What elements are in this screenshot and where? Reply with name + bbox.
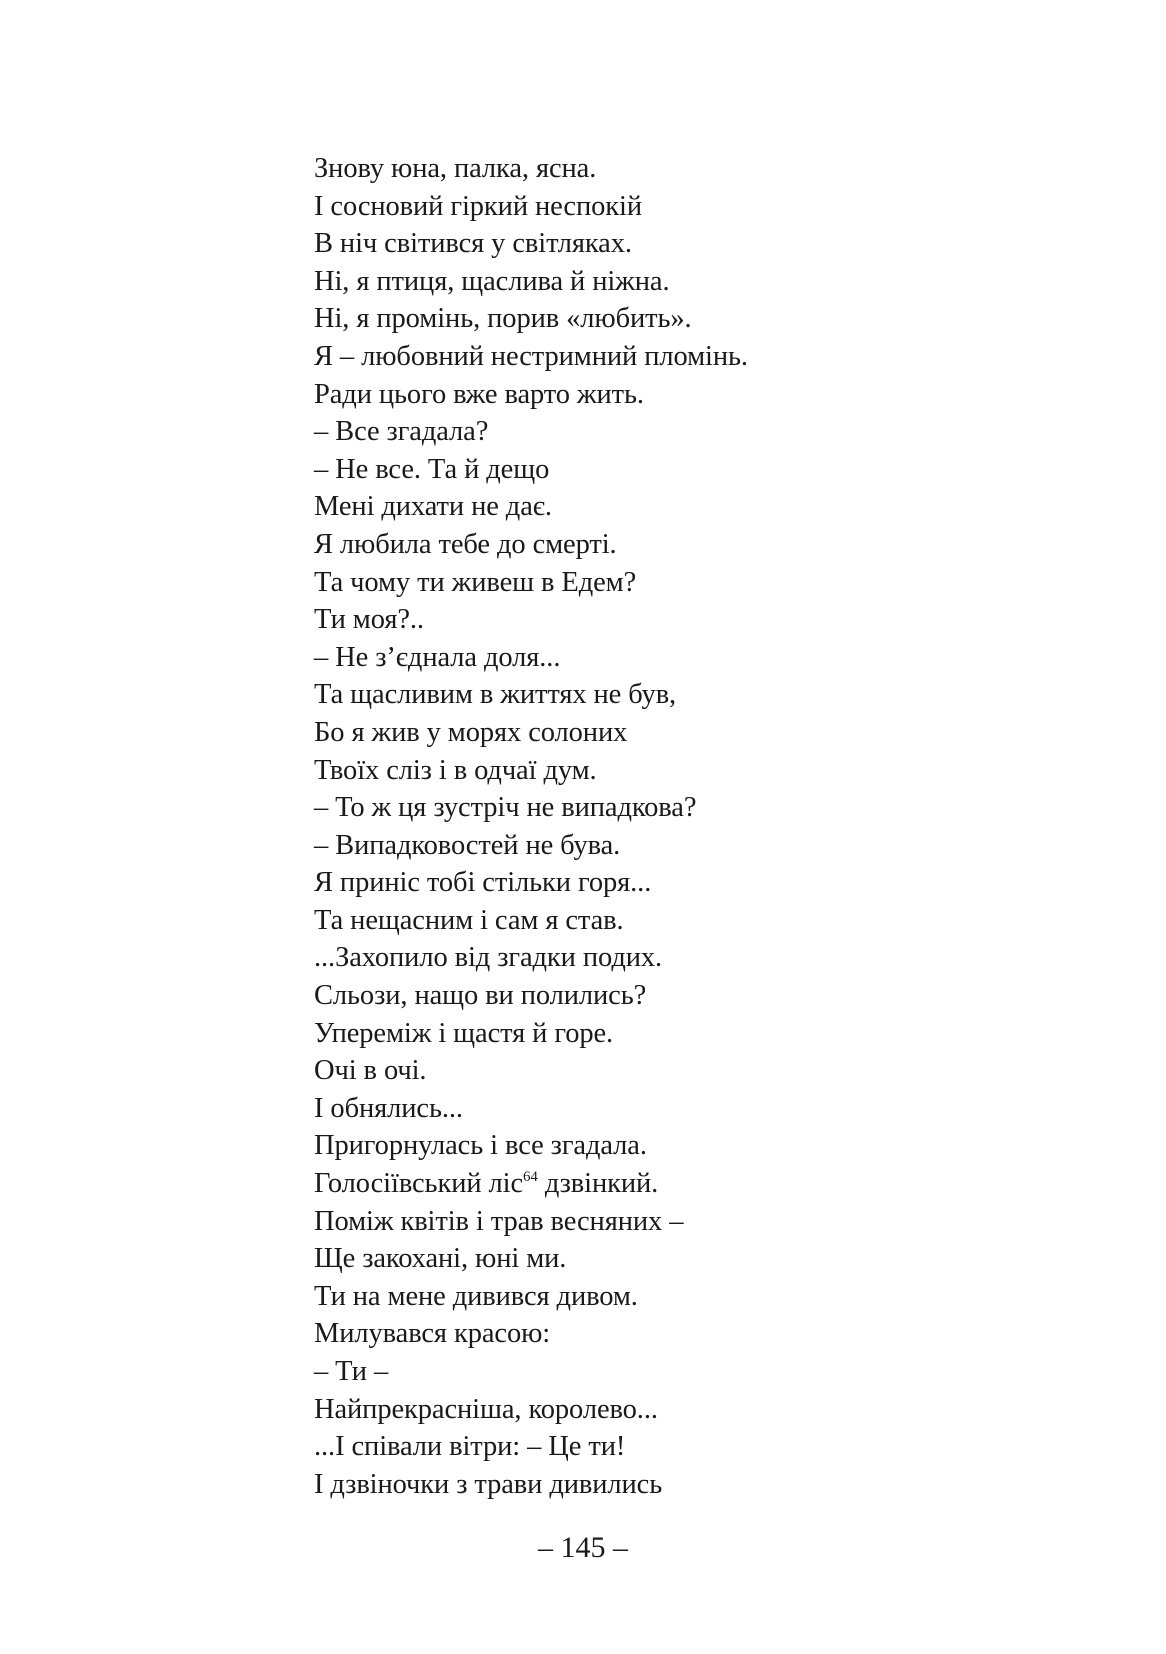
- poem-line: Ще закохані, юні ми.: [314, 1243, 567, 1275]
- poem-line: Я любила тебе до смерті.: [314, 528, 617, 560]
- poem-text: [314, 150, 1094, 1503]
- poem-line: Ти моя?..: [314, 604, 424, 636]
- poem-line: – То ж ця зустріч не випадкова?: [314, 792, 697, 824]
- poem-line: Поміж квітів і трав весняних –: [314, 1205, 684, 1237]
- poem-line: ...Захопило від згадки подих.: [314, 942, 663, 974]
- poem-line: Упереміж і щастя й горе.: [314, 1017, 614, 1049]
- poem-line: Та нещасним і сам я став.: [314, 904, 624, 936]
- poem-line: – Ти –: [314, 1356, 389, 1387]
- poem-line-text: дзвінкий.: [537, 1168, 659, 1200]
- poem-line: Милувався красою:: [314, 1318, 551, 1350]
- poem-line-with-footnote: [314, 1165, 1094, 1203]
- poem-line: Сльози, нащо ви полились?: [314, 980, 647, 1012]
- poem-line: Я приніс тобі стільки горя...: [314, 867, 652, 899]
- poem-line: Очі в очі.: [314, 1055, 427, 1087]
- poem-line: Мені дихати не дає.: [314, 491, 552, 523]
- poem-line: – Не з’єднала доля...: [314, 641, 561, 673]
- poem-line: Пригорнулась і все згадала.: [314, 1130, 647, 1162]
- poem-line: Ні, я промінь, порив «любить».: [314, 303, 692, 335]
- poem-line: – Все згадала?: [314, 416, 489, 448]
- poem-line: І дзвіночки з трави дивились: [314, 1468, 663, 1500]
- poem-line: Та щасливим в життях не був,: [314, 679, 677, 711]
- poem-line: І сосновий гіркий неспокій: [314, 190, 642, 222]
- poem-line: Ради цього вже варто жить.: [314, 378, 644, 410]
- poem-line: Бо я жив у морях солоних: [314, 716, 628, 748]
- page-number: – 145 –: [538, 1531, 628, 1564]
- poem-line: Найпрекрасніша, королево...: [314, 1393, 658, 1425]
- poem-line: Я – любовний нестримний пломінь.: [314, 340, 748, 372]
- poem-line: І обнялись...: [314, 1092, 463, 1124]
- footnote-reference: 64: [523, 1169, 538, 1186]
- poem-line-text: Голосіївський ліс: [314, 1168, 524, 1200]
- poem-line: Та чому ти живеш в Едем?: [314, 566, 637, 598]
- poem-line: – Випадковостей не бува.: [314, 829, 621, 861]
- poem-line: В ніч світився у світляках.: [314, 228, 632, 260]
- poem-line: Ні, я птиця, щаслива й ніжна.: [314, 265, 670, 297]
- poem-line: – Не все. Та й дещо: [314, 453, 550, 485]
- poem-line: Твоїх сліз і в одчаї дум.: [314, 754, 597, 786]
- poem-line: Ти на мене дивився дивом.: [314, 1280, 638, 1312]
- poem-line: ...І співали вітри: – Це ти!: [314, 1431, 626, 1463]
- poem-line: Знову юна, палка, ясна.: [314, 153, 597, 184]
